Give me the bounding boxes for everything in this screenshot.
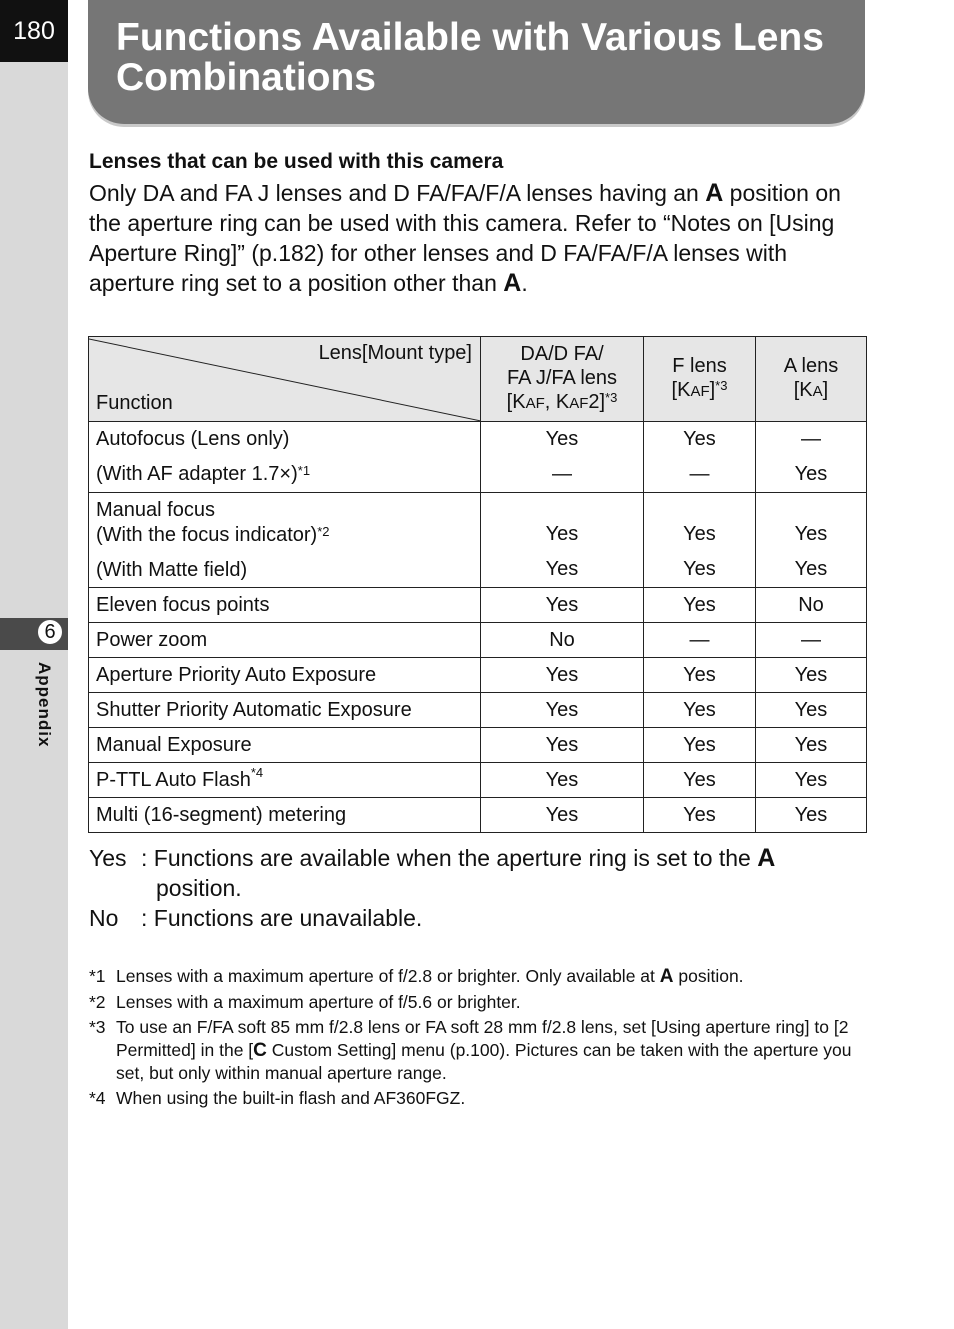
page-number: 180 <box>0 0 68 62</box>
function-label: Function <box>96 392 173 414</box>
legend: Yes : Functions are available when the aperture ring is set to the A position. No : Functions are unavailable. <box>89 843 836 933</box>
table-row: P-TTL Auto Flash$^{*4}$ Yes Yes Yes <box>89 763 867 798</box>
table-row: Power zoom No — — <box>89 623 867 658</box>
intro-text-1: Only DA and FA J lenses and D FA/FA/F/A lenses having an <box>89 180 699 206</box>
legend-no: No : Functions are unavailable. <box>89 905 423 931</box>
table-row: Manual focus (With the focus indicator)$^{*2}$ (With Matte field) Yes Yes Yes Yes Yes Yes <box>89 493 867 588</box>
header-diagonal-cell <box>89 337 481 422</box>
aperture-a-mark: A <box>503 269 522 297</box>
table-row: Eleven focus points Yes Yes No <box>89 588 867 623</box>
chapter-label: Appendix <box>35 662 54 748</box>
legend-yes: Yes : Functions are available when the aperture ring is set to the A <box>89 844 776 872</box>
mount-type-label: Lens[Mount type] <box>318 342 472 364</box>
intro-text-2: position on the aperture ring can be used with this camera. Refer to “Notes on [Using Aperture Ring]” (p.182) for other lenses and D FA/FA/F/A lenses with aperture ring set to a position other than <box>89 180 841 296</box>
section-heading: Lenses that can be used with this camera <box>89 150 504 173</box>
custom-setting-c-icon: C <box>253 1039 267 1061</box>
footnote: *4 When using the built-in flash and AF360FGZ. <box>89 1088 466 1108</box>
column-header-a: A lens [KA] <box>756 337 867 422</box>
footnotes <box>89 965 869 1112</box>
table-row: Aperture Priority Auto Exposure Yes Yes Yes <box>89 658 867 693</box>
table-row: Multi (16-segment) metering Yes Yes Yes <box>89 798 867 833</box>
title-banner <box>88 0 865 124</box>
lens-compatibility-table <box>88 336 867 833</box>
aperture-a-mark: A <box>659 966 674 987</box>
aperture-a-mark: A <box>757 844 776 872</box>
intro-text-3: . <box>521 270 528 296</box>
footnote: *1 Lenses with a maximum aperture of f/2.8 or brighter. Only available at A position. <box>89 966 744 987</box>
aperture-a-mark: A <box>705 179 724 207</box>
footnote: *2 Lenses with a maximum aperture of f/5.6 or brighter. <box>89 992 521 1012</box>
footnote: *3 To use an F/FA soft 85 mm f/2.8 lens or FA soft 28 mm f/2.8 lens, set [Using aperture ring] to [2 Permitted] in the [C Custom Setting] menu (p.100). Pictures can be taken with the aperture you set, but only within manual aperture range. <box>89 1017 852 1083</box>
column-header-f: F lens [KAF]$^{*3}$ <box>644 337 756 422</box>
table-row: Manual Exposure Yes Yes Yes <box>89 728 867 763</box>
intro-paragraph <box>89 178 869 298</box>
table-row: Autofocus (Lens only) (With AF adapter 1.7×)$^{*1}$ Yes — Yes — — Yes <box>89 422 867 493</box>
column-header-da: DA/D FA/ FA J/FA lens [KAF, KAF2]$^{*3}$ <box>481 337 644 422</box>
chapter-number: 6 <box>36 618 64 646</box>
table-row: Shutter Priority Automatic Exposure Yes Yes Yes <box>89 693 867 728</box>
page-title: Functions Available with Various Lens Combinations <box>116 16 824 99</box>
